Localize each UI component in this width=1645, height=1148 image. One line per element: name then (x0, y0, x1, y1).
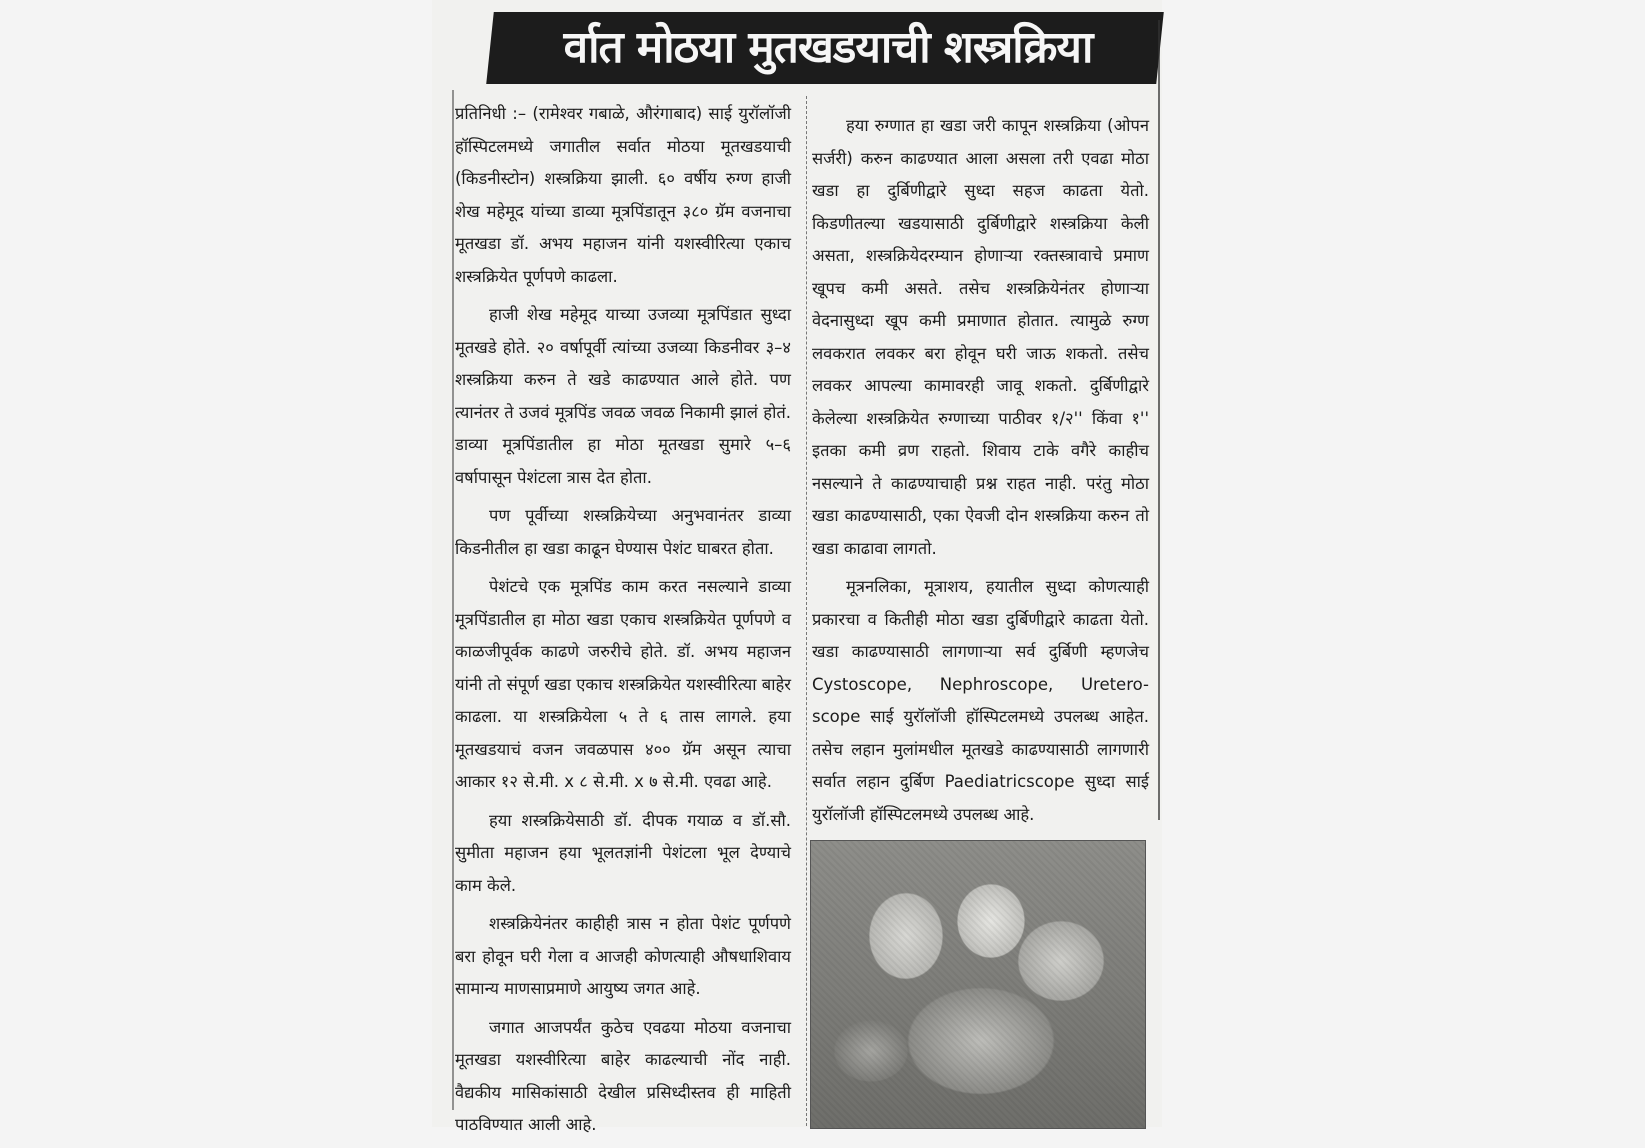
paragraph: हया शस्त्रक्रियेसाठी डॉ. दीपक गयाळ व डॉ.सौ. सुमीता महाजन हया भूलतज्ञांनी पेशंटला भूल देण्याचे काम केले. (455, 810, 791, 895)
kidney-stone-photo (810, 840, 1146, 1129)
paragraph: हाजी शेख महेमूद याच्या उजव्या मूत्रपिंडात सुध्दा मूतखडे होते. २० वर्षापूर्वी त्यांच्या उजव्या किडनीवर ३–४ शस्त्रक्रिया करुन ते खडे काढण्यात आले होते. पण त्यानंतर ते उजवं मूत्रपिंड जवळ जवळ निकामी झालं होतं. डाव्या मूत्रपिंडातील हा मोठा मूतखडा सुमारे ५–६ वर्षापासून पेशंटला त्रास देत होता. (455, 305, 791, 487)
paragraph: प्रतिनिधी :– (रामेश्वर गबाळे, औरंगाबाद) साई युरॉलॉजी हॉस्पिटलमध्ये जगातील सर्वात मोठया मूतखडयाची (किडनीस्टोन) शस्त्रक्रिया झाली. ६० वर्षीय रुग्ण हाजी शेख महेमूद यांच्या डाव्या मूत्रपिंडातून ३८० ग्रॅम वजनाचा मूतखडा डॉ. अभय महाजन यांनी यशस्वीरित्या एकाच शस्त्रक्रियेत पूर्णपणे काढला. (455, 104, 791, 286)
paragraph: पेशंटचे एक मूत्रपिंड काम करत नसल्याने डाव्या मूत्रपिंडातील हा मोठा खडा एकाच शस्त्रक्रियेत पूर्णपणे व काळजीपूर्वक काढणे जरुरीचे होते. डॉ. अभय महाजन यांनी तो संपूर्ण खडा एकाच शस्त्रक्रियेत यशस्वीरित्या बाहेर काढला. या शस्त्रक्रियेला ५ ते ६ तास लागले. हया मूतखडयाचं वजन जवळपास ४०० ग्रॅम असून त्याचा आकार १२ से.मी. x ८ से.मी. x ७ से.मी. एवढा आहे. (455, 577, 791, 791)
photo-texture (811, 841, 1145, 1128)
paragraph: जगात आजपर्यंत कुठेच एवढया मोठया वजनाचा मूतखडा यशस्वीरित्या बाहेर काढल्याची नोंद नाही. वैद्यकीय मासिकांसाठी देखील प्रसिध्दीस्तव ही माहिती पाठविण्यात आली आहे. (455, 1017, 791, 1134)
column-divider (806, 96, 807, 1126)
right-column (812, 110, 1149, 837)
left-column (455, 98, 791, 1148)
right-border-rule (1158, 20, 1160, 820)
paragraph: पण पूर्वीच्या शस्त्रक्रियेच्या अनुभवानंतर डाव्या किडनीतील हा खडा काढून घेण्यास पेशंट घाबरत होता. (455, 506, 791, 558)
paragraph: हया रुग्णात हा खडा जरी कापून शस्त्रक्रिया (ओपन सर्जरी) करुन काढण्यात आला असला तरी एवढा मोठा खडा हा दुर्बिणीद्वारे सुध्दा सहज काढता येतो. किडणीतल्या खडयासाठी दुर्बिणीद्वारे शस्त्रक्रिया केली असता, शस्त्रक्रियेदरम्यान होणाऱ्या रक्तस्त्रावाचे प्रमाण खूपच कमी असते. तसेच शस्त्रक्रियेनंतर होणाऱ्या वेदनासुध्दा खूप कमी प्रमाणात होतात. त्यामुळे रुग्ण लवकरात लवकर बरा होवून घरी जाऊ शकतो. तसेच लवकर आपल्या कामावरही जावू शकतो. दुर्बिणीद्वारे केलेल्या शस्त्रक्रियेत रुग्णाच्या पाठीवर १/२'' किंवा १'' इतका कमी व्रण राहतो. शिवाय टाके वगैरे काहीच नसल्याने ते काढण्याचाही प्रश्न राहत नाही. परंतु मोठा खडा काढण्यासाठी, एका ऐवजी दोन शस्त्रक्रिया करुन तो खडा काढावा लागतो. (812, 116, 1149, 558)
paragraph: मूत्रनलिका, मूत्राशय, हयातील सुध्दा कोणत्याही प्रकारचा व कितीही मोठा खडा दुर्बिणीद्वारे काढता येतो. खडा काढण्यासाठी लागणाऱ्या सर्व दुर्बिणी म्हणजेच Cystoscope, Nephroscope, Uretero-scope साई युरॉलॉजी हॉस्पिटलमध्ये उपलब्ध आहेत. तसेच लहान मुलांमधील मूतखडे काढण्यासाठी लागणारी सर्वात लहान दुर्बिण Paediatricscope सुध्दा साई युरॉलॉजी हॉस्पिटलमध्ये उपलब्ध आहे. (812, 577, 1149, 824)
paragraph: शस्त्रक्रियेनंतर काहीही त्रास न होता पेशंट पूर्णपणे बरा होवून घरी गेला व आजही कोणत्याही औषधाशिवाय सामान्य माणसाप्रमाणे आयुष्य जगत आहे. (455, 914, 791, 998)
left-border-rule (452, 90, 454, 1110)
headline: र्वात मोठया मुतखडयाची शस्त्रक्रिया (563, 22, 1093, 73)
